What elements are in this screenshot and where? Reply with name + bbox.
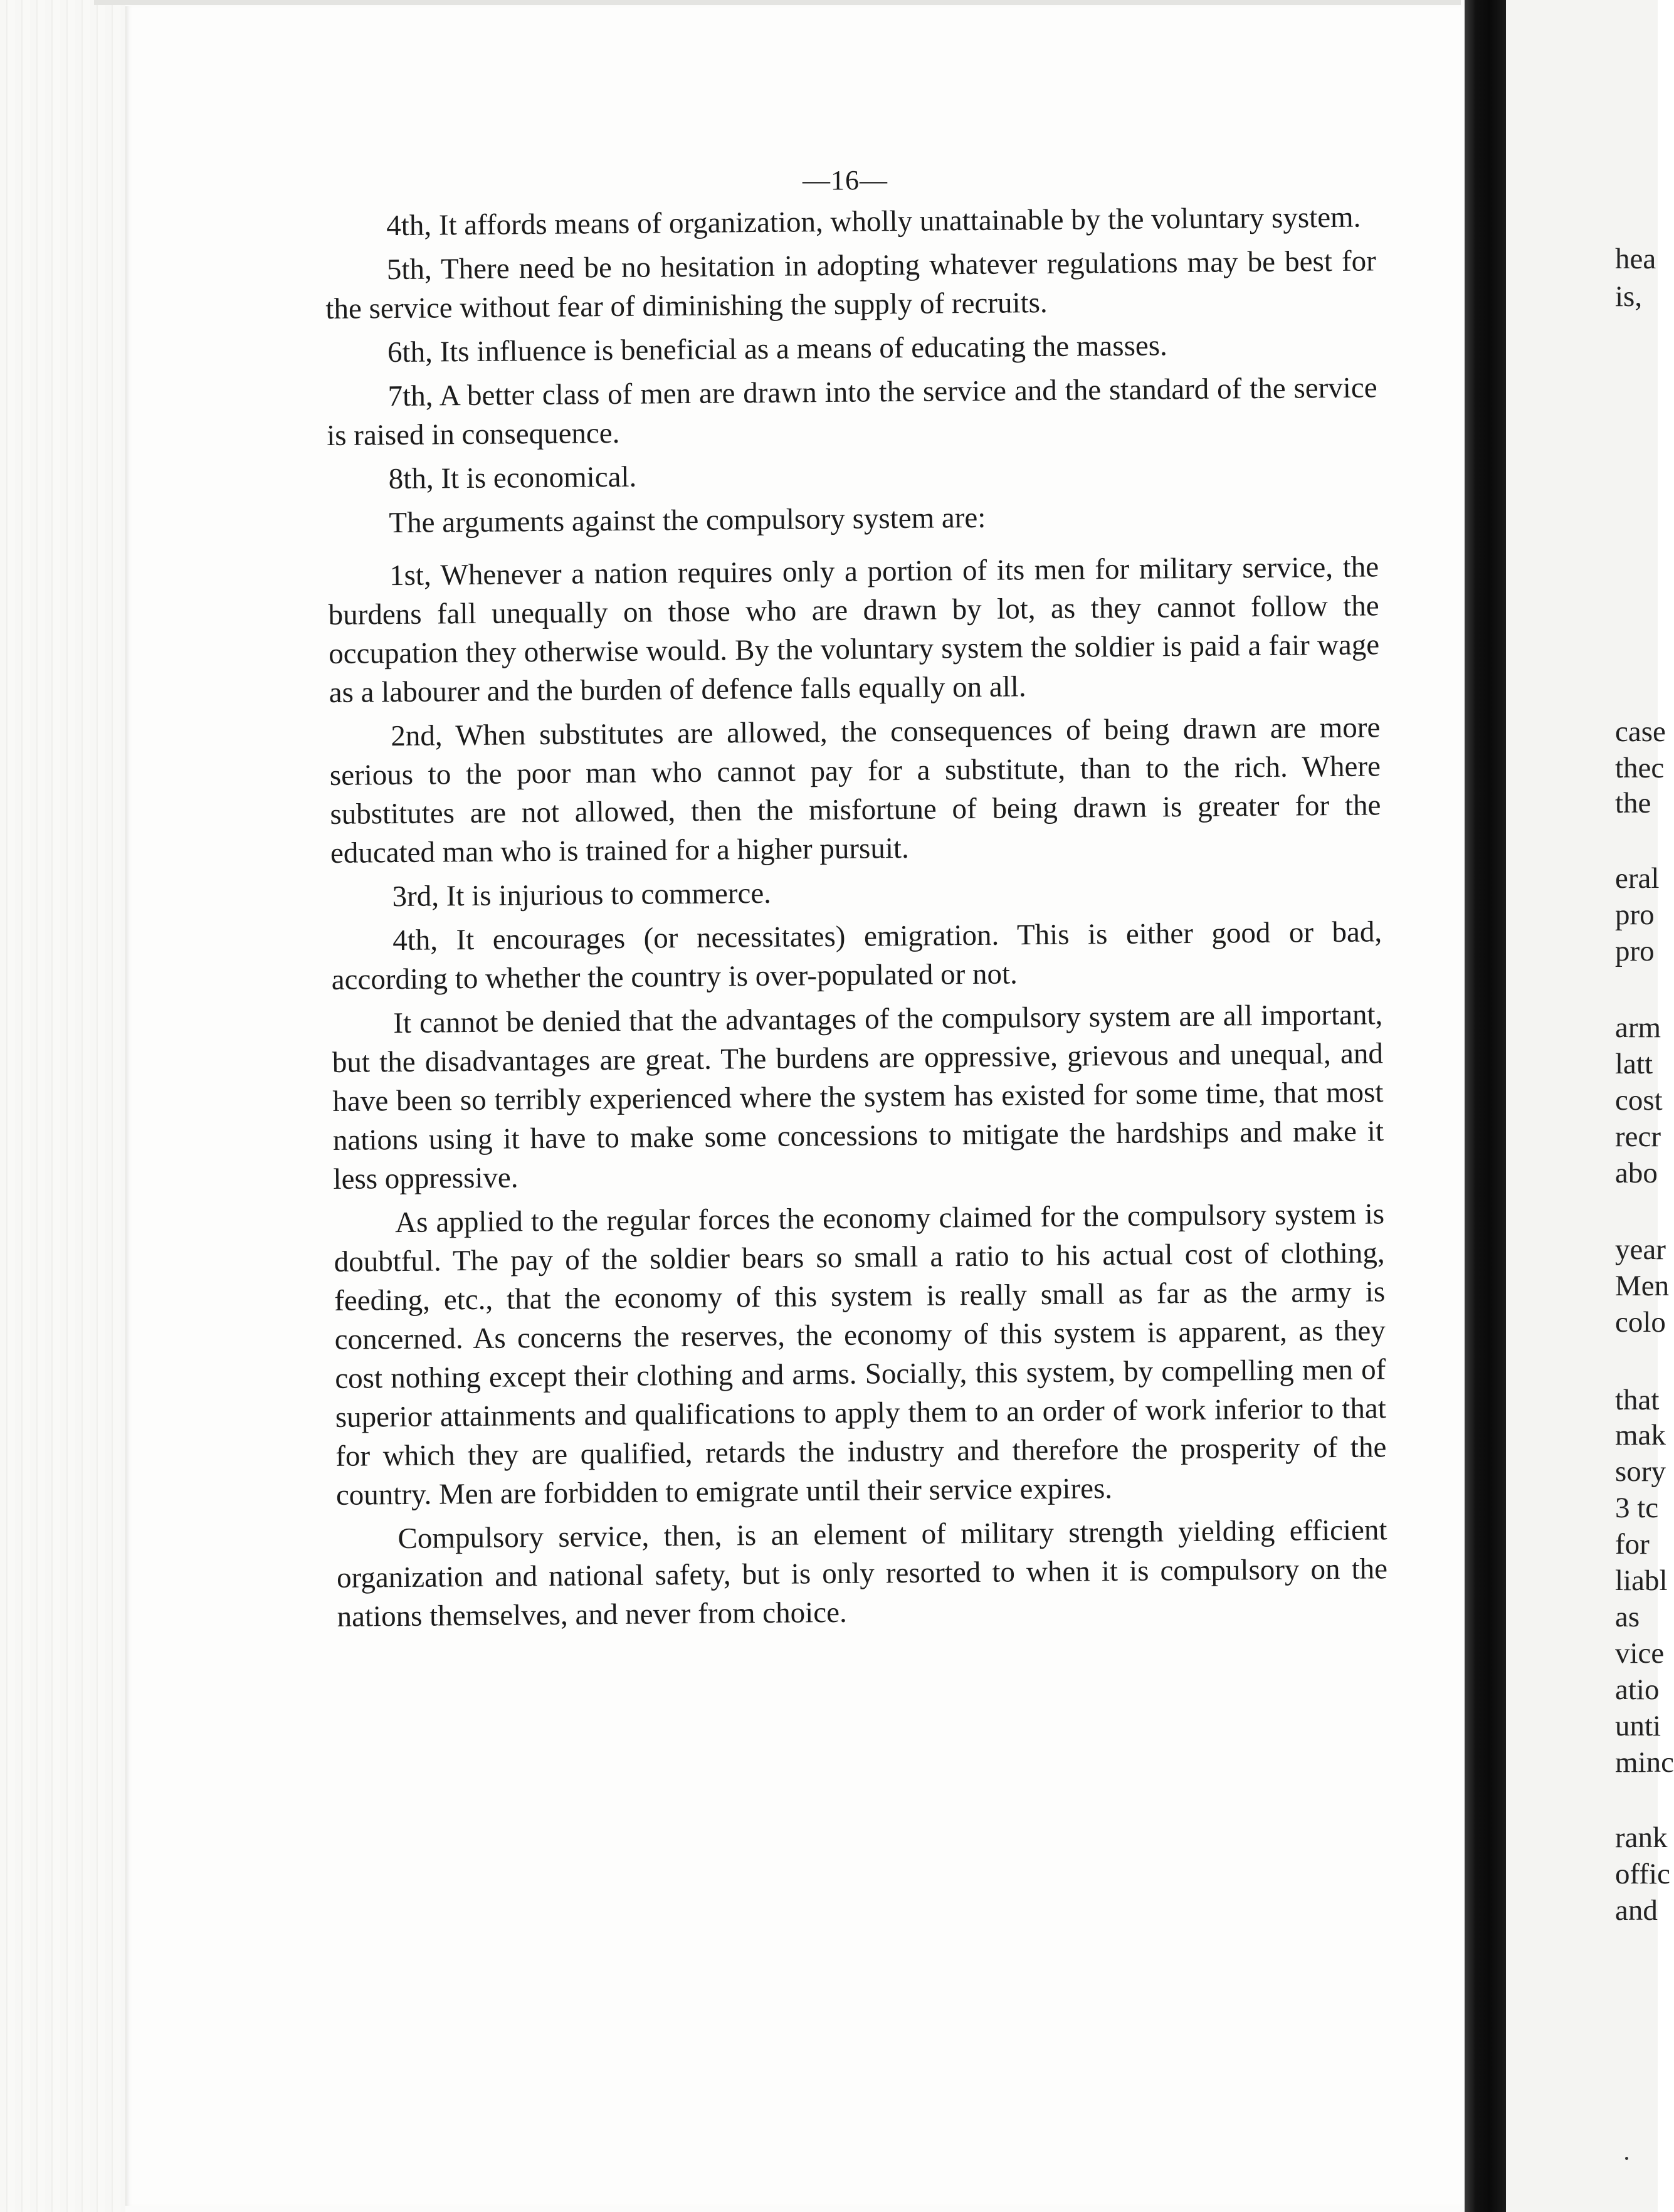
paragraph-advantage-7th: 7th, A better class of men are drawn into the service and the standard of the service is raised in consequence. [326,371,1377,452]
facing-fragment: pro [1615,898,1655,931]
facing-fragment: arm [1615,1011,1661,1044]
left-page-edges [0,0,125,2212]
facing-fragment: for [1615,1528,1650,1561]
facing-fragment: unti [1615,1710,1661,1742]
facing-fragment: 3 tc [1615,1492,1659,1524]
facing-fragment: that [1615,1384,1660,1416]
facing-fragment: hea [1615,243,1656,275]
facing-fragment: as [1615,1601,1640,1633]
paragraph-conclusion: Compulsory service, then, is an element of military strength yielding efficient organization and national safety, but is only resorted to when it is compulsory on the nations themselves, and never from choice. [336,1514,1388,1633]
paragraph-against-3rd: 3rd, It is injurious to commerce. [392,877,772,914]
top-edge-line [94,0,1461,5]
facing-fragment: recr [1615,1120,1661,1153]
facing-fragment: colo [1615,1306,1666,1339]
paragraph-advantage-6th: 6th, Its influence is beneficial as a means of educating the masses. [387,329,1167,369]
facing-page-speck [1625,2157,1628,2160]
paragraph-advantage-5th: 5th, There need be no hesitation in adopting whatever regulations may be best for the service without fear of diminishing the supply of recruits. [325,245,1377,325]
paragraph-economy: As applied to the regular forces the economy claimed for the compulsory system is doubtful. The pay of the soldier bears so small a ratio to his actual cost of clothing, feeding, etc., that the economy of this system is really small as far as the army is concerned. As concerns the reserves, the economy of this system is apparent, as they cost nothing except their clothing and arms. Socially, this system, by compelling men of superior attainments and qualifications to apply them to an order of work inferior to that for which they are qualified, retards the industry and therefore the prosperity of the country. Men are forbidden to emigrate until their service expires. [334,1198,1387,1512]
paragraph-disadvantages: It cannot be denied that the advantages of the compulsory system are all important, but the disadvantages are great. The burdens are oppressive, grievous and unequal, and have been so terribly experienced where the system has existed for some time, that most nations using it have to make some concessions to mitigate the hardships and make it less oppressive. [332,998,1384,1196]
facing-fragment: rank [1615,1821,1668,1854]
facing-fragment: liabl [1615,1564,1668,1597]
facing-fragment: mak [1615,1419,1666,1451]
facing-fragment: the [1615,787,1651,819]
facing-fragment: thec [1615,752,1665,784]
paragraph-against-4th: 4th, It encourages (or necessitates) emigration. This is either good or bad, according to whether the country is over-populated or not. [331,915,1382,996]
facing-fragment: abo [1615,1157,1658,1189]
facing-fragment: year [1615,1233,1666,1266]
facing-fragment: Men [1615,1270,1670,1302]
page-number: —16— [803,165,888,196]
book-gutter [1465,0,1506,2212]
facing-fragment: cost [1615,1084,1663,1117]
facing-fragment: is, [1615,280,1643,313]
facing-fragment: vice [1615,1637,1665,1670]
facing-fragment: and [1615,1894,1658,1927]
paragraph-advantage-4th: 4th, It affords means of organization, wholly unattainable by the voluntary system. [386,201,1361,243]
facing-fragment: sory [1615,1455,1666,1488]
paragraph-advantage-8th: 8th, It is economical. [388,460,637,496]
facing-fragment: case [1615,715,1666,748]
facing-fragment: minc [1615,1746,1674,1779]
paragraph-against-1st: 1st, Whenever a nation requires only a portion of its men for military service, the burdens fall unequally on those who are drawn by lot, as they cannot follow the occupation they otherwise would. By the voluntary system the soldier is paid a fair wage as a labourer and the burden of defence falls equally on all. [328,550,1380,709]
facing-fragment: latt [1615,1048,1653,1080]
facing-fragment: eral [1615,862,1660,895]
facing-fragment: pro [1615,935,1655,967]
paragraph-against-2nd: 2nd, When substitutes are allowed, the consequences of being drawn are more serious to the poor man who cannot pay for a substitute, than to the rich. Where substitutes are not allowed, then the misfortune of being drawn is greater for the educated man who is trained for a higher pursuit. [329,711,1381,870]
arguments-against-heading: The arguments against the compulsory system are: [389,501,986,540]
facing-fragment: offic [1615,1858,1670,1890]
main-text [325,198,1388,1641]
facing-fragment: atio [1615,1673,1660,1706]
